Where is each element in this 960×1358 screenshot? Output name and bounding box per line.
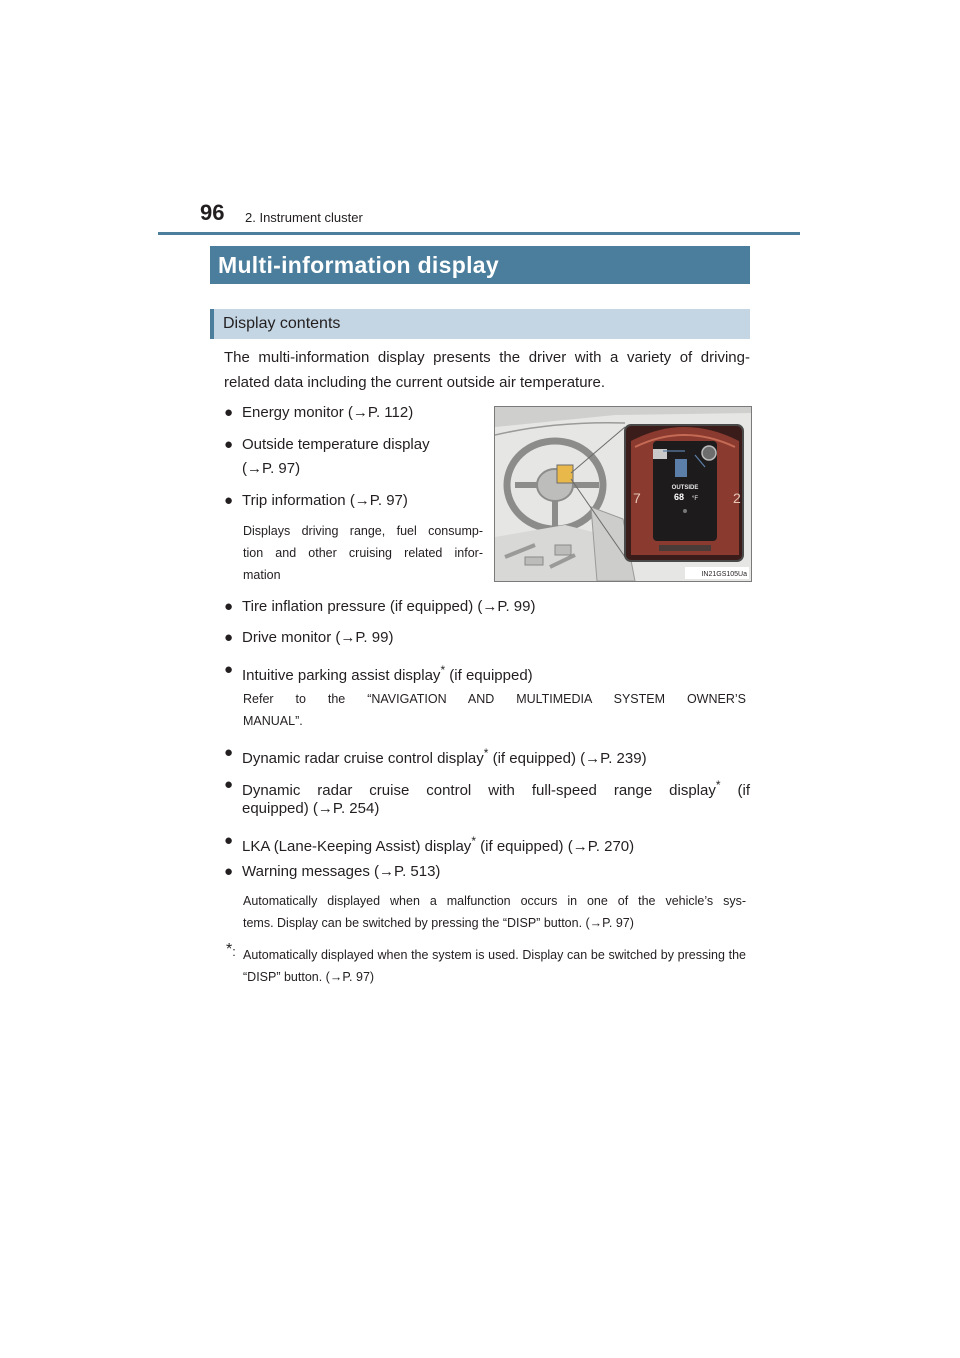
outside-label: OUTSIDE xyxy=(671,485,699,491)
item-text xyxy=(242,829,634,859)
temperature-value: 68 xyxy=(673,492,685,502)
item-text-line2: (→P. 97) xyxy=(242,460,301,477)
desc-line: mation xyxy=(243,568,281,582)
item-text: Outside temperature display xyxy=(242,436,430,453)
section-banner xyxy=(210,246,750,284)
bullet-icon: ● xyxy=(224,832,234,849)
asterisk-mark: * xyxy=(483,746,489,760)
footnote-asterisk: * xyxy=(226,941,233,958)
dial-number-left: 7 xyxy=(633,490,641,506)
item-text-suffix: (if xyxy=(720,782,750,799)
item-text-main: LKA (Lane-Keeping Assist) display xyxy=(242,838,472,855)
item-text-main: Intuitive parking assist display xyxy=(242,667,441,684)
dial-number-right: 2 xyxy=(733,490,741,506)
desc-line: tems. Display can be switched by pressing the “DISP” button. (→P. 97) xyxy=(243,916,634,930)
item-text xyxy=(242,658,533,688)
item-description-warning xyxy=(243,890,746,934)
item-text-suffix: (if equipped) (→P. 239) xyxy=(488,750,647,767)
item-description-trip xyxy=(243,520,483,586)
page-number: 96 xyxy=(200,200,225,225)
temperature-unit: °F xyxy=(692,496,699,502)
bullet-icon: ● xyxy=(224,744,234,761)
instrument-cluster-illustration xyxy=(495,407,751,581)
bullet-icon: ● xyxy=(224,436,234,453)
chapter-title: 2. Instrument cluster xyxy=(245,210,363,225)
intro-paragraph: The multi-information display presents the driver with a variety of driving-related data including the current outside air temperature. xyxy=(224,349,750,391)
asterisk-mark: * xyxy=(440,663,446,677)
section-title: Multi-information display xyxy=(218,252,499,278)
bullet-icon: ● xyxy=(224,629,234,646)
asterisk-mark: * xyxy=(715,778,721,792)
desc-line: Displays driving range, fuel consump- xyxy=(243,524,483,538)
subsection-title: Display contents xyxy=(223,315,341,332)
footnote-mark xyxy=(226,941,236,959)
instrument-cluster-figure xyxy=(494,406,752,582)
desc-line: MANUAL”. xyxy=(243,714,303,728)
list-item-outside-temperature xyxy=(224,433,484,481)
footnote-colon: : xyxy=(232,945,236,959)
subsection-bar xyxy=(210,309,750,339)
item-text xyxy=(242,741,647,771)
bullet-icon: ● xyxy=(224,598,234,615)
subsection-accent xyxy=(210,309,214,339)
item-text-line2: equipped) (→P. 254) xyxy=(242,800,380,817)
bullet-icon: ● xyxy=(224,776,234,793)
list-item-radar-cruise-full-speed xyxy=(224,773,750,821)
desc-line: tion and other cruising related infor- xyxy=(243,546,483,560)
item-text-main: Dynamic radar cruise control display xyxy=(242,750,484,767)
item-text: Trip information (→P. 97) xyxy=(242,492,408,509)
item-text: Warning messages (→P. 513) xyxy=(242,863,441,880)
item-text: Tire inflation pressure (if equipped) (→P. 99) xyxy=(242,598,536,615)
item-text-suffix: (if equipped) (→P. 270) xyxy=(475,838,635,855)
item-text-main: Dynamic radar cruise control with full-speed range display xyxy=(242,782,716,799)
asterisk-mark: * xyxy=(471,834,476,848)
bullet-icon: ● xyxy=(224,863,234,880)
bullet-icon: ● xyxy=(224,492,234,509)
item-description-parking xyxy=(243,688,746,732)
footnote-text: Automatically displayed when the system is used. Display can be switched by pressing the “DISP” button. (→P. 97) xyxy=(243,948,746,984)
item-text-suffix: (if equipped) xyxy=(445,667,533,684)
item-text: Drive monitor (→P. 99) xyxy=(242,629,394,646)
desc-line: Refer to the “NAVIGATION AND MULTIMEDIA SYSTEM OWNER’S xyxy=(243,692,746,706)
figure-code: IN21GS105Ua xyxy=(701,571,747,578)
header-rule xyxy=(158,232,800,235)
desc-line: Automatically displayed when a malfunction occurs in one of the vehicle’s sys- xyxy=(243,894,746,908)
bullet-icon: ● xyxy=(224,404,234,421)
bullet-icon: ● xyxy=(224,661,234,678)
item-text: Energy monitor (→P. 112) xyxy=(242,404,414,421)
